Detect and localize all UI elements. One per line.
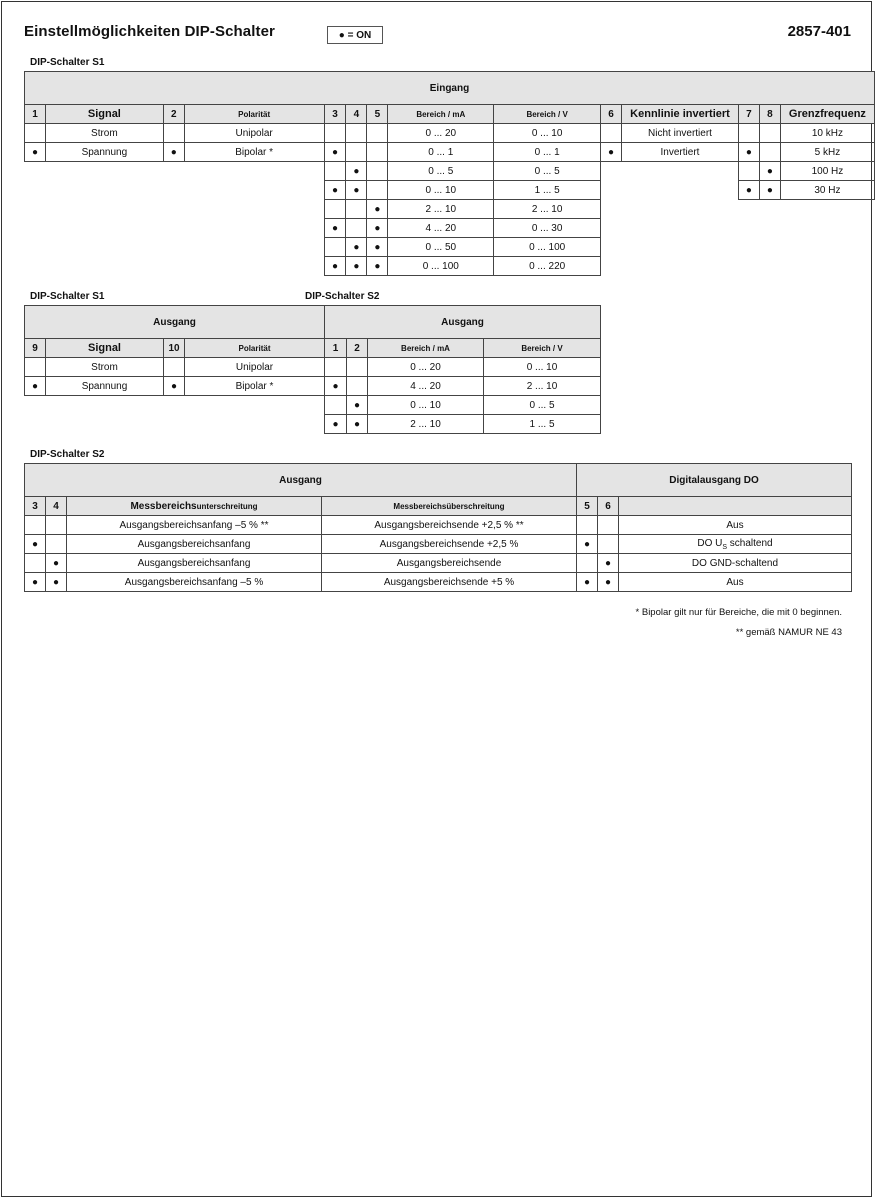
dip-cell: ●: [164, 377, 185, 396]
do-text-post: schaltend: [727, 537, 773, 549]
dip-cell: ●: [367, 257, 388, 276]
legend-on-marker: ● = ON: [327, 26, 383, 44]
dip-cell: ●: [759, 162, 780, 181]
hdr-frequency: Grenzfrequenz: [780, 105, 874, 124]
dip-cell: ●: [324, 143, 346, 162]
range-ma-cell: 0 ... 50: [388, 238, 494, 257]
range-ma-cell: 0 ... 20: [388, 124, 494, 143]
hdr-do-state: [619, 497, 852, 516]
dip-cell: ●: [25, 573, 46, 592]
hdr-switch-8: 8: [759, 105, 780, 124]
table-row: [25, 377, 601, 396]
polarity-cell: Unipolar: [184, 124, 324, 143]
dip-cell: ●: [324, 181, 346, 200]
hdr-switch-6: 6: [598, 497, 619, 516]
section1-label: DIP-Schalter S1: [30, 57, 105, 68]
overrange-cell: Ausgangsbereichsende: [322, 554, 577, 573]
table-s1-input: [24, 71, 875, 276]
do-subscript: S: [722, 543, 728, 551]
hdr-polarity: Polarität: [184, 105, 324, 124]
footnote-bipolar: * Bipolar gilt nur für Bereiche, die mit 0 beginnen.: [635, 607, 842, 618]
dip-cell: [25, 516, 46, 535]
freq-cell: 100 Hz: [780, 162, 874, 181]
hdr-switch-5: 5: [577, 497, 598, 516]
dip-cell: ●: [346, 238, 367, 257]
dip-cell: [367, 181, 388, 200]
dip-cell: [25, 554, 46, 573]
dip-cell: [759, 124, 780, 143]
group-header-digitalausgang: Digitalausgang DO: [577, 464, 852, 497]
dip-cell: [325, 358, 347, 377]
hdr-switch-2: 2: [163, 105, 184, 124]
underrange-cell: Ausgangsbereichsanfang –5 % **: [67, 516, 322, 535]
freq-cell: 5 kHz: [780, 143, 874, 162]
hdr-underrange-main: Messbereichs: [130, 500, 197, 512]
dip-cell: ●: [325, 415, 347, 434]
underrange-cell: Ausgangsbereichsanfang: [67, 535, 322, 554]
dip-cell: ●: [46, 554, 67, 573]
range-v-cell: 0 ... 5: [494, 162, 601, 181]
dip-cell: [324, 124, 346, 143]
range-ma-cell: 4 ... 20: [388, 219, 494, 238]
dip-cell: ●: [367, 238, 388, 257]
dip-cell: [46, 516, 67, 535]
dip-cell: ●: [577, 535, 598, 554]
dip-cell: [577, 516, 598, 535]
hdr-invert: Kennlinie invertiert: [622, 105, 739, 124]
dip-cell: [346, 200, 367, 219]
dip-cell: [577, 554, 598, 573]
range-v-cell: 2 ... 10: [494, 200, 601, 219]
dip-cell: ●: [738, 181, 759, 200]
dip-cell: [759, 143, 780, 162]
dip-cell: ●: [367, 200, 388, 219]
table-row: [25, 181, 875, 200]
range-ma-cell: 4 ... 20: [368, 377, 484, 396]
dip-cell: ●: [367, 219, 388, 238]
dip-cell: ●: [346, 257, 367, 276]
table-row: [25, 535, 852, 554]
dip-cell: [346, 124, 367, 143]
polarity-cell: Bipolar *: [185, 377, 325, 396]
table-row: [25, 219, 875, 238]
dip-cell: ●: [324, 219, 346, 238]
do-text: Aus: [726, 519, 744, 531]
table-row: [25, 162, 875, 181]
underrange-cell: Ausgangsbereichsanfang: [67, 554, 322, 573]
group-header-ausgang: Ausgang: [25, 464, 577, 497]
range-ma-cell: 2 ... 10: [388, 200, 494, 219]
dip-cell: [598, 516, 619, 535]
dip-cell: ●: [577, 573, 598, 592]
dip-cell: ●: [346, 181, 367, 200]
dip-cell: ●: [347, 415, 368, 434]
do-text: DO U: [697, 537, 723, 549]
dip-cell: [325, 396, 347, 415]
dip-cell: [367, 124, 388, 143]
dip-cell: [163, 124, 184, 143]
range-ma-cell: 0 ... 10: [388, 181, 494, 200]
hdr-range-ma: Bereich / mA: [388, 105, 494, 124]
range-ma-cell: 0 ... 10: [368, 396, 484, 415]
range-v-cell: 0 ... 10: [494, 124, 601, 143]
do-text: Aus: [726, 576, 744, 588]
hdr-switch-3: 3: [25, 497, 46, 516]
dip-cell: [46, 535, 67, 554]
range-v-cell: 1 ... 5: [494, 181, 601, 200]
group-header-ausgang-s2: Ausgang: [325, 306, 601, 339]
signal-cell: Spannung: [46, 377, 164, 396]
dip-cell: ●: [598, 554, 619, 573]
do-cell: [619, 535, 852, 554]
signal-cell: Spannung: [45, 143, 163, 162]
range-v-cell: 1 ... 5: [484, 415, 601, 434]
range-ma-cell: 0 ... 5: [388, 162, 494, 181]
hdr-switch-2: 2: [347, 339, 368, 358]
dip-cell: ●: [25, 377, 46, 396]
dip-cell: ●: [601, 143, 622, 162]
dip-cell: ●: [738, 143, 759, 162]
range-v-cell: 0 ... 5: [484, 396, 601, 415]
table-row: [25, 358, 601, 377]
dip-cell: ●: [25, 143, 46, 162]
dip-cell: ●: [346, 162, 367, 181]
do-cell: [619, 554, 852, 573]
dip-cell: ●: [25, 535, 46, 554]
hdr-switch-1: 1: [325, 339, 347, 358]
table-row: [25, 573, 852, 592]
range-v-cell: 0 ... 30: [494, 219, 601, 238]
range-ma-cell: 0 ... 100: [388, 257, 494, 276]
hdr-signal: Signal: [45, 105, 163, 124]
hdr-switch-7: 7: [738, 105, 759, 124]
dip-cell: ●: [46, 573, 67, 592]
table-row: [25, 143, 875, 162]
table-row: [25, 257, 875, 276]
hdr-switch-6: 6: [601, 105, 622, 124]
do-cell: [619, 516, 852, 535]
section2-label-s1: DIP-Schalter S1: [30, 291, 105, 302]
do-text: DO GND-schaltend: [691, 557, 779, 569]
dip-cell: [347, 358, 368, 377]
dip-cell: [346, 143, 367, 162]
dip-cell: [367, 162, 388, 181]
range-v-cell: 2 ... 10: [484, 377, 601, 396]
invert-cell: Invertiert: [622, 143, 739, 162]
hdr-range-ma: Bereich / mA: [368, 339, 484, 358]
polarity-cell: Unipolar: [185, 358, 325, 377]
dip-cell: [738, 162, 759, 181]
range-ma-cell: 0 ... 1: [388, 143, 494, 162]
table-row: [25, 415, 601, 434]
dip-cell: [324, 162, 346, 181]
range-ma-cell: 2 ... 10: [368, 415, 484, 434]
group-header-eingang: Eingang: [25, 72, 875, 105]
range-v-cell: 0 ... 100: [494, 238, 601, 257]
underrange-cell: Ausgangsbereichsanfang –5 %: [67, 573, 322, 592]
polarity-cell: Bipolar *: [184, 143, 324, 162]
hdr-switch-1: 1: [25, 105, 46, 124]
dip-cell: [601, 124, 622, 143]
dip-cell: [324, 238, 346, 257]
do-cell: [619, 573, 852, 592]
hdr-switch-9: 9: [25, 339, 46, 358]
dip-cell: ●: [325, 377, 347, 396]
dip-cell: ●: [347, 396, 368, 415]
table-row: [25, 516, 852, 535]
hdr-switch-10: 10: [164, 339, 185, 358]
table-row: [25, 396, 601, 415]
section3-label: DIP-Schalter S2: [30, 449, 105, 460]
overrange-cell: Ausgangsbereichsende +2,5 % **: [322, 516, 577, 535]
hdr-switch-3: 3: [324, 105, 346, 124]
hdr-switch-4: 4: [46, 497, 67, 516]
table-s2-limits: [24, 463, 852, 592]
dip-cell: [346, 219, 367, 238]
table-row: [25, 200, 875, 219]
range-v-cell: 0 ... 220: [494, 257, 601, 276]
freq-cell: 10 kHz: [780, 124, 874, 143]
freq-cell: 30 Hz: [780, 181, 874, 200]
table-row: [25, 124, 875, 143]
signal-cell: Strom: [46, 358, 164, 377]
dip-cell: [598, 535, 619, 554]
dip-cell: [367, 143, 388, 162]
table-s1-s2-output: [24, 305, 601, 434]
hdr-polarity: Polarität: [185, 339, 325, 358]
hdr-signal: Signal: [46, 339, 164, 358]
overrange-cell: Ausgangsbereichsende +2,5 %: [322, 535, 577, 554]
section2-label-s2: DIP-Schalter S2: [305, 291, 380, 302]
dip-cell: [164, 358, 185, 377]
overrange-cell: Ausgangsbereichsende +5 %: [322, 573, 577, 592]
dip-cell: ●: [324, 257, 346, 276]
hdr-underrange: [67, 497, 322, 516]
dip-cell: [25, 358, 46, 377]
dip-cell: ●: [759, 181, 780, 200]
table-row: [25, 238, 875, 257]
invert-cell: Nicht invertiert: [622, 124, 739, 143]
table-row: [25, 554, 852, 573]
hdr-range-v: Bereich / V: [494, 105, 601, 124]
hdr-underrange-sub: unterschreitung: [196, 501, 258, 511]
signal-cell: Strom: [45, 124, 163, 143]
document-number: 2857-401: [787, 23, 851, 40]
hdr-switch-4: 4: [346, 105, 367, 124]
dip-cell: [25, 124, 46, 143]
group-header-ausgang-s1: Ausgang: [25, 306, 325, 339]
hdr-range-v: Bereich / V: [484, 339, 601, 358]
range-v-cell: 0 ... 10: [484, 358, 601, 377]
page-title: Einstellmöglichkeiten DIP-Schalter: [24, 23, 275, 40]
range-v-cell: 0 ... 1: [494, 143, 601, 162]
dip-cell: ●: [598, 573, 619, 592]
dip-cell: ●: [163, 143, 184, 162]
range-ma-cell: 0 ... 20: [368, 358, 484, 377]
hdr-switch-5: 5: [367, 105, 388, 124]
dip-cell: [738, 124, 759, 143]
dip-cell: [347, 377, 368, 396]
dip-cell: [324, 200, 346, 219]
hdr-overrange: Messbereichsüberschreitung: [322, 497, 577, 516]
footnote-namur: ** gemäß NAMUR NE 43: [735, 627, 842, 638]
